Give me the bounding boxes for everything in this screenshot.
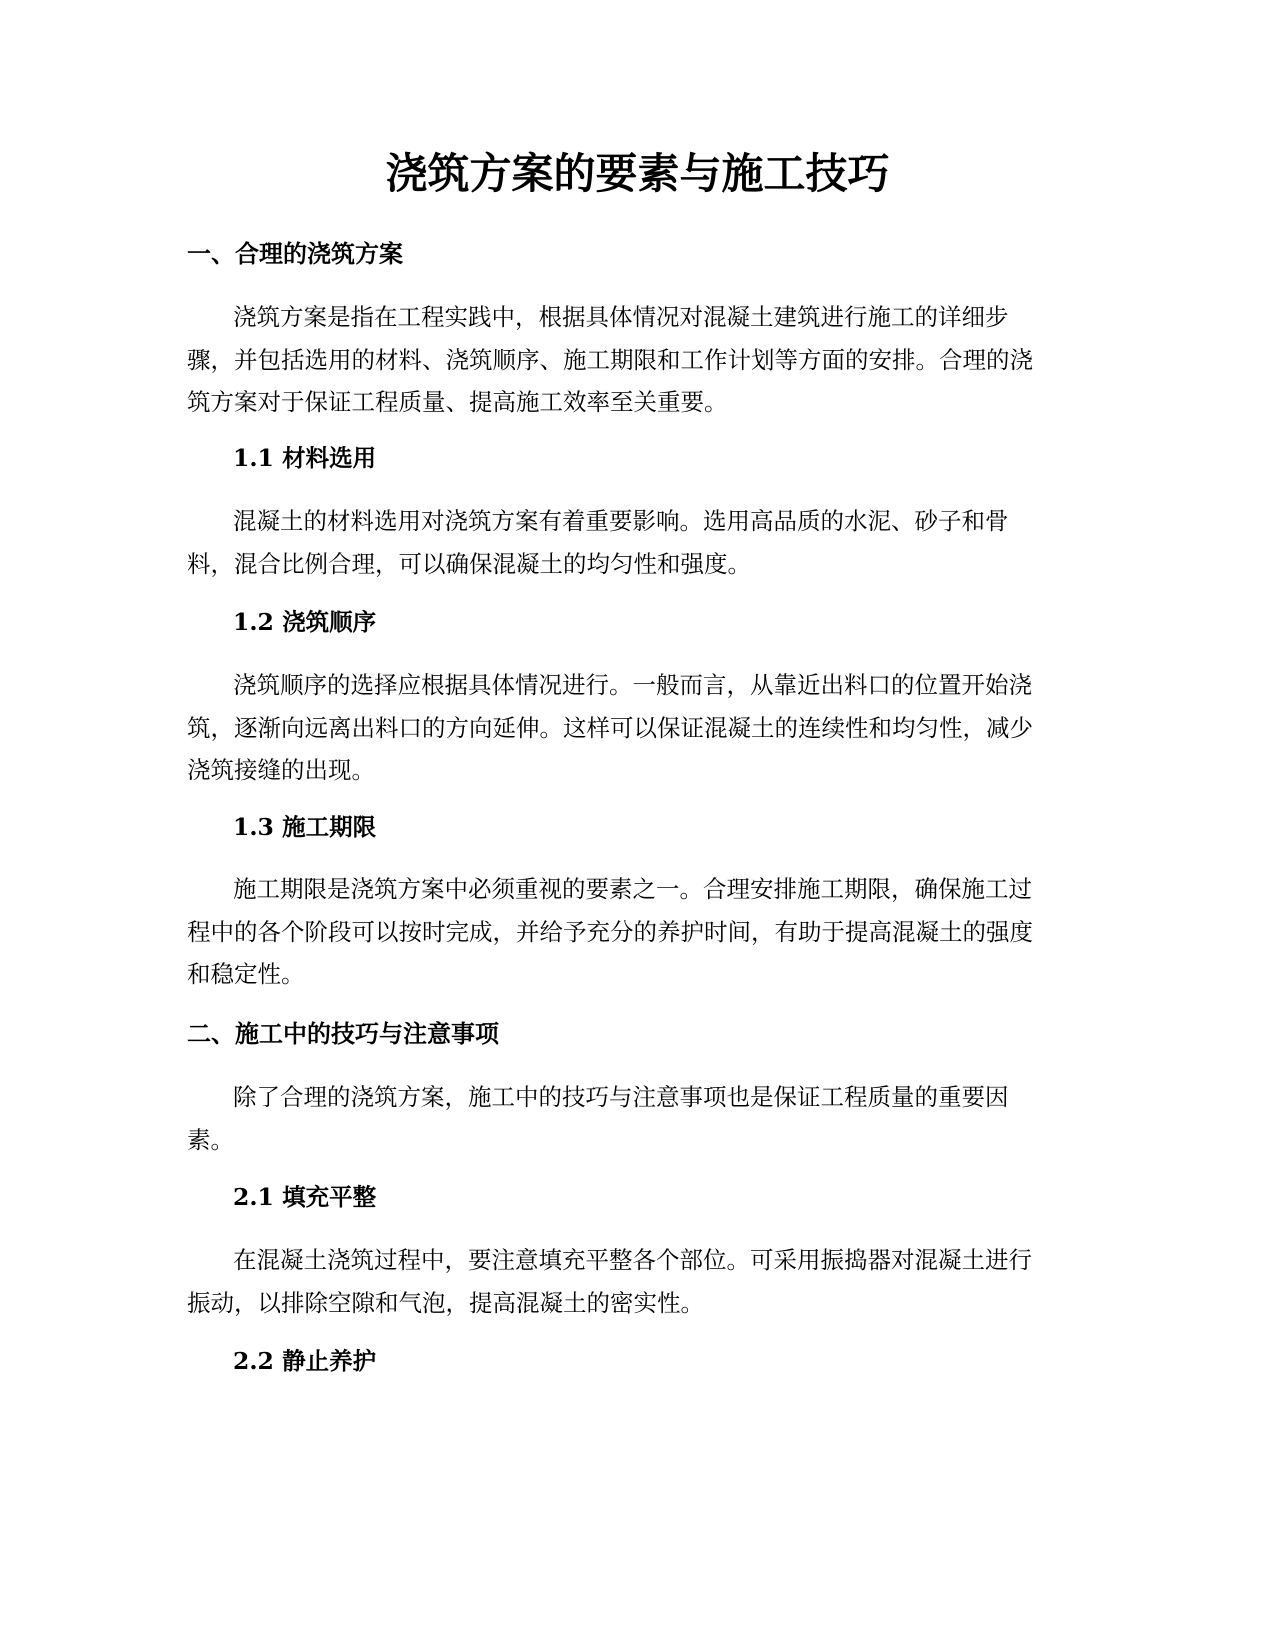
paragraph-line: 浇筑方案是指在工程实践中，根据具体情况对混凝土建筑进行施工的详细步 — [233, 303, 1009, 331]
subsection-1-1-paragraph — [187, 500, 1087, 585]
section2-intro-paragraph — [187, 1076, 1087, 1161]
paragraph-line: 振动，以排除空隙和气泡，提高混凝土的密实性。 — [187, 1288, 704, 1317]
page-title: 浇筑方案的要素与施工技巧 — [385, 149, 890, 198]
paragraph-line: 和稳定性。 — [187, 960, 305, 988]
paragraph-line: 浇筑接缝的出现。 — [187, 756, 375, 784]
subsection-heading-1-1: 1.1 材料选用 — [233, 444, 377, 472]
section-heading-1: 一、合理的浇筑方案 — [187, 240, 403, 268]
paragraph-line: 料，混合比例合理，可以确保混凝土的均匀性和强度。 — [187, 549, 751, 578]
paragraph-line: 程中的各个阶段可以按时完成，并给予充分的养护时间，有助于提高混凝土的强度 — [187, 917, 1033, 946]
section1-intro-paragraph — [187, 296, 1087, 424]
subsection-heading-1-3: 1.3 施工期限 — [233, 813, 377, 841]
paragraph-line: 混凝土的材料选用对浇筑方案有着重要影响。选用高品质的水泥、砂子和骨 — [233, 507, 1009, 535]
paragraph-line: 施工期限是浇筑方案中必须重视的要素之一。合理安排施工期限，确保施工过 — [233, 875, 1032, 903]
paragraph-line: 浇筑顺序的选择应根据具体情况进行。一般而言，从靠近出料口的位置开始浇 — [233, 671, 1032, 699]
section-heading-2: 二、施工中的技巧与注意事项 — [187, 1020, 499, 1048]
paragraph-line: 在混凝土浇筑过程中，要注意填充平整各个部位。可采用振捣器对混凝土进行 — [233, 1246, 1032, 1274]
paragraph-line: 筑方案对于保证工程质量、提高施工效率至关重要。 — [187, 388, 728, 416]
subsection-heading-2-1: 2.1 填充平整 — [233, 1183, 377, 1211]
subsection-heading-1-2: 1.2 浇筑顺序 — [233, 608, 377, 636]
paragraph-line: 筑，逐渐向远离出料口的方向延伸。这样可以保证混凝土的连续性和均匀性，减少 — [187, 713, 1033, 742]
subsection-heading-2-2: 2.2 静止养护 — [233, 1347, 377, 1375]
subsection-1-3-paragraph — [187, 868, 1087, 996]
subsection-1-2-paragraph — [187, 664, 1087, 792]
paragraph-line: 骤，并包括选用的材料、浇筑顺序、施工期限和工作计划等方面的安排。合理的浇 — [187, 345, 1033, 374]
subsection-2-1-paragraph — [187, 1239, 1087, 1324]
paragraph-line: 除了合理的浇筑方案，施工中的技巧与注意事项也是保证工程质量的重要因 — [233, 1083, 1009, 1111]
paragraph-line: 素。 — [187, 1125, 234, 1154]
